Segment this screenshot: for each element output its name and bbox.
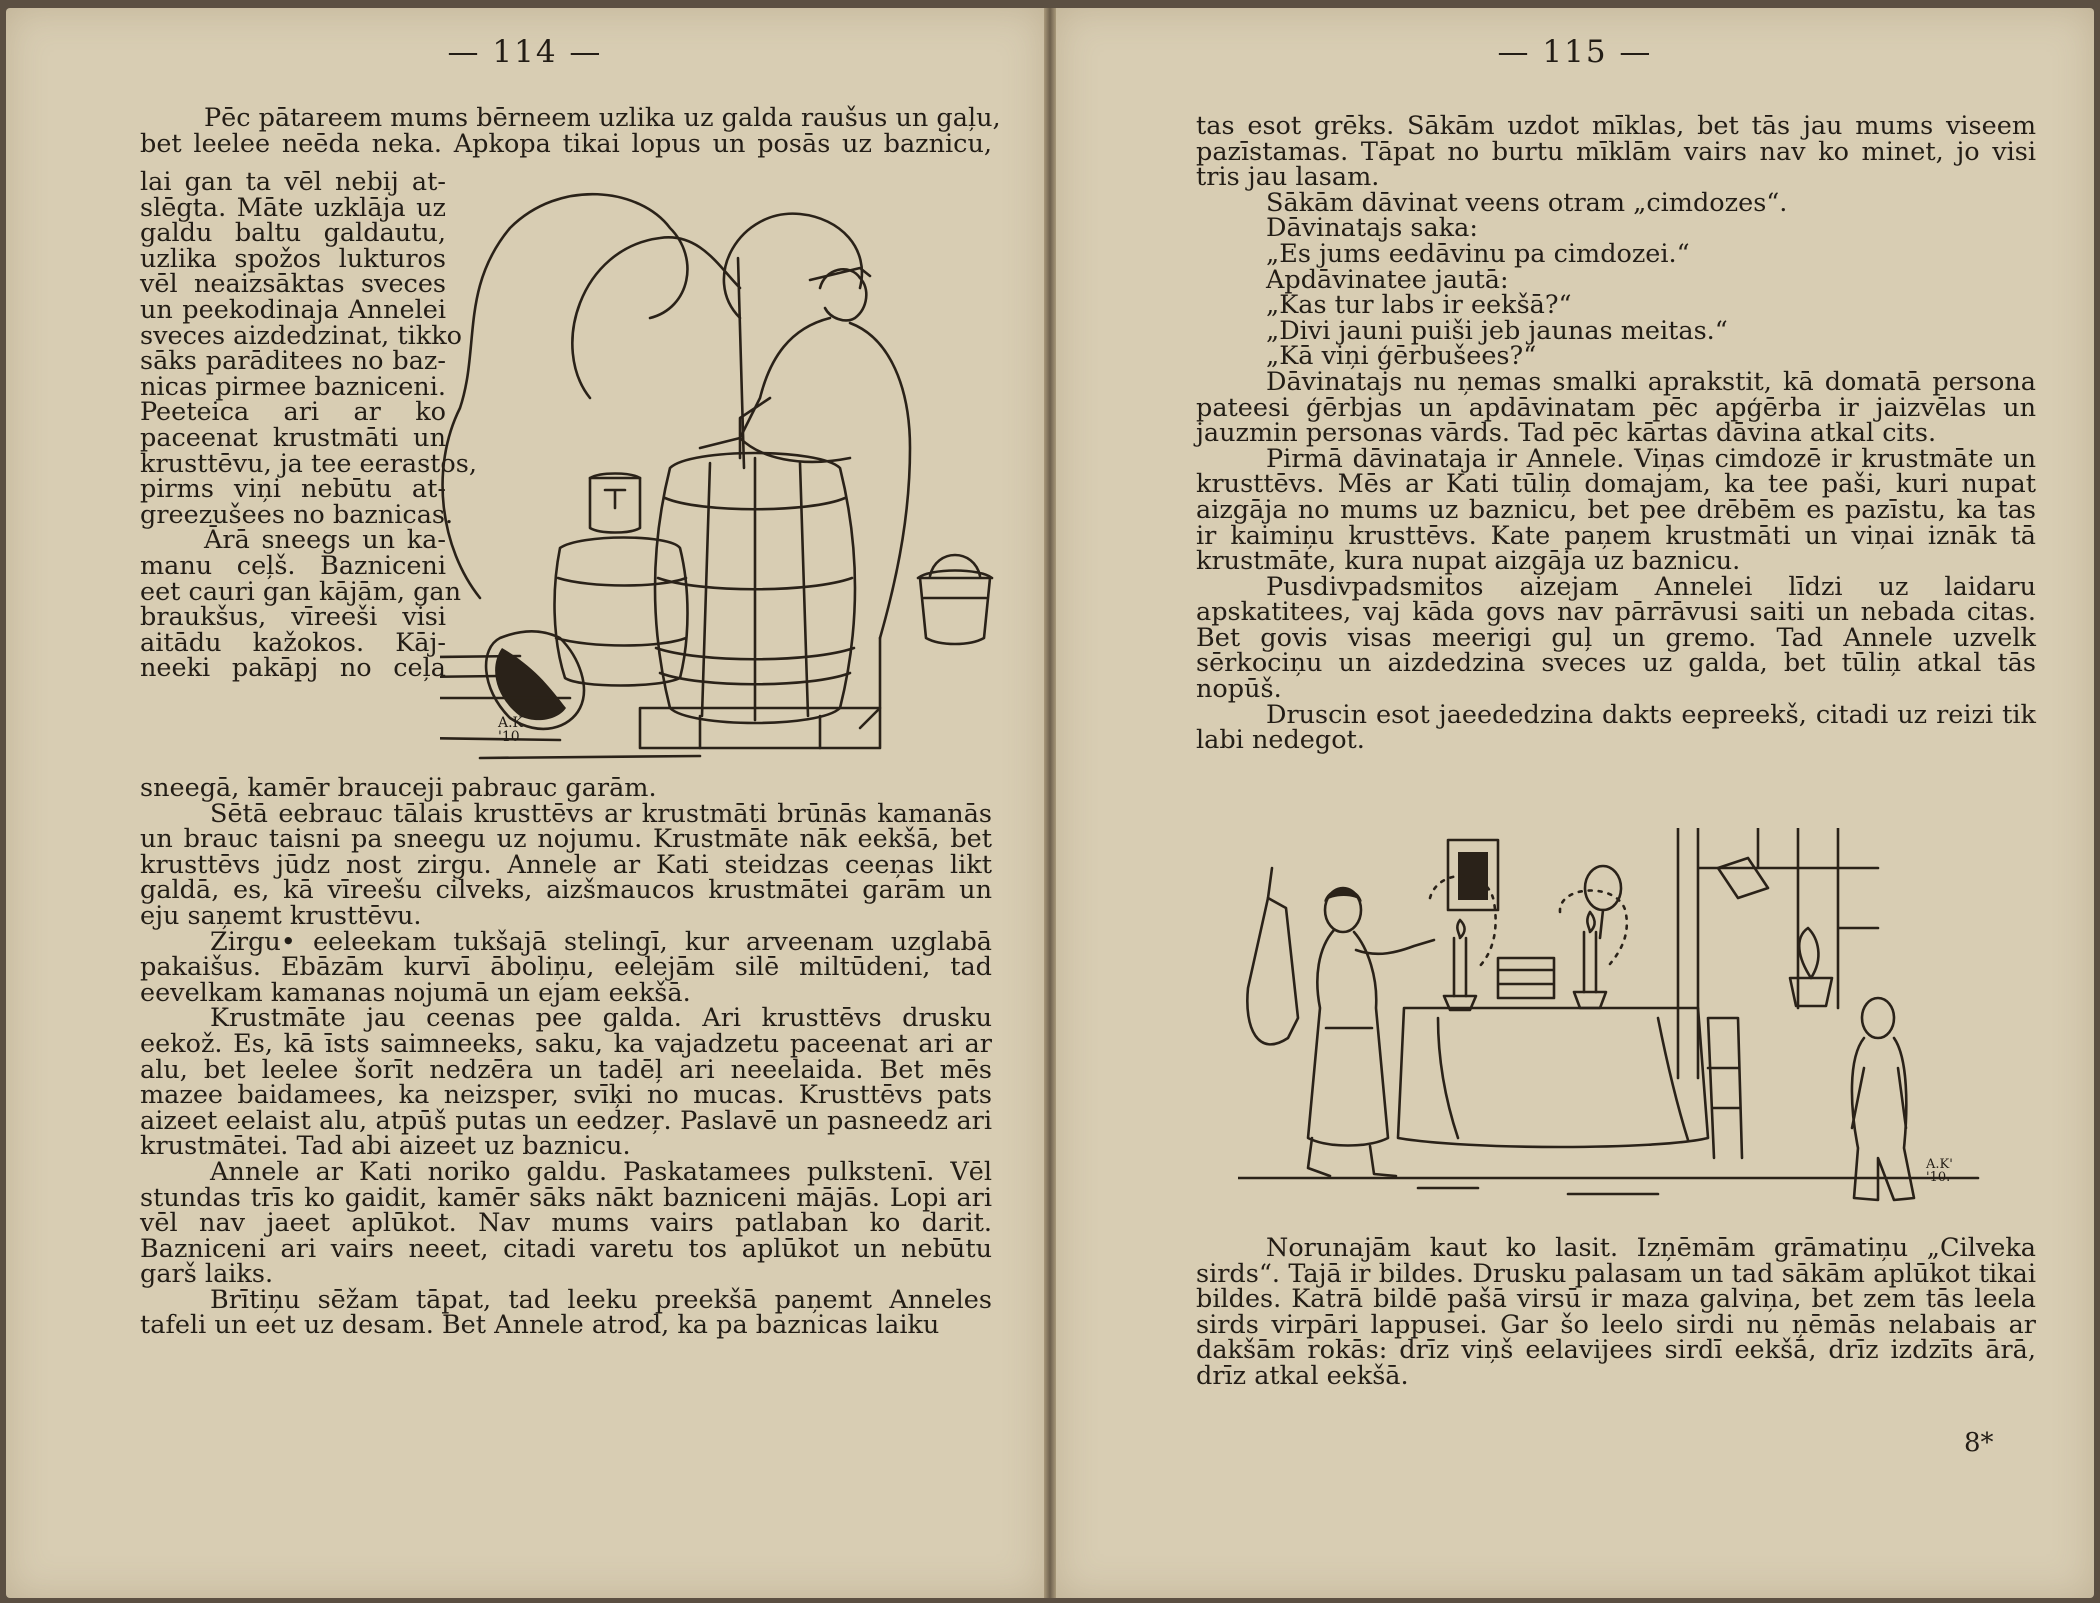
text-line: sāks parāditees no baz- bbox=[140, 346, 446, 377]
churning-drawing bbox=[440, 168, 1000, 778]
churning-illustration bbox=[440, 168, 1000, 778]
text-line: bet leelee neēda neka. Apkopa tikai lopus un posās uz baznicu, bbox=[140, 128, 992, 159]
text-line: vēl neaizsāktas sveces bbox=[140, 269, 446, 300]
candle-drawing bbox=[1238, 828, 1998, 1218]
illustration-initials: A.K' '10. bbox=[1926, 1157, 1953, 1185]
text-line: paceenat krustmāti un bbox=[140, 422, 446, 453]
text-line: braukšus, vīreeši visi bbox=[140, 602, 446, 633]
paragraph: „Kā viņi ģērbušees?“ bbox=[1266, 341, 1537, 372]
paragraph: Apdāvinatee jautā: bbox=[1266, 264, 1509, 295]
left-page bbox=[6, 8, 1044, 1598]
text-line: pirms viņi nebūtu at- bbox=[140, 474, 446, 505]
paragraph: Krustmāte jau ceenas pee galda. Ari krusttēvs drusku eekož. Es, kā īsts saimneeks, saku, ka vajadzetu paceenat ari ar alu, bet leelee šorīt nedzēra un tadēļ ari neeelaida. Bet mēs mazee baidamees, ka neizsper, svīķi no mucas. Krusttēvs pats aizeet eelaist alu, atpūš putas un eedzeŗ. Paslavē un pasneedz ari krustmātei. Tad abi aizeet uz baznicu. bbox=[140, 1003, 992, 1162]
book-gutter bbox=[1044, 8, 1056, 1598]
text-line: Ārā sneegs un ka- bbox=[204, 525, 446, 556]
signature-mark: 8* bbox=[1964, 1428, 1994, 1458]
text-line: eet cauri gan kājām, gan bbox=[140, 576, 462, 607]
text-line: aitādu kažokos. Kāj- bbox=[140, 627, 446, 658]
paragraph: „Es jums eedāvinu pa cimdozei.“ bbox=[1266, 238, 1690, 269]
text-line: Pēc pātareem mums bērneem uzlika uz galda raušus un gaļu, bbox=[204, 103, 1001, 133]
paragraph: „Kas tur labs ir eekšā?“ bbox=[1266, 290, 1572, 321]
text-line: sveces aizdedzinat, tikko bbox=[140, 320, 463, 351]
text-line: krusttēvu, ja tee eerastos, bbox=[140, 448, 477, 479]
text-line: neeki pakāpj no ceļa bbox=[140, 653, 446, 684]
text-line: nicas pirmee bazniceni. bbox=[140, 371, 446, 402]
candle-illustration bbox=[1238, 828, 1998, 1218]
right-paragraphs-bottom bbox=[1196, 1233, 2036, 1391]
paragraph: tas esot grēks. Sākām uzdot mīklas, bet tās jau mums viseem pazīstamas. Tāpat no burtu mīklām vairs nav ko minet, jo visi tris jau lasam. bbox=[1196, 111, 2036, 193]
paragraph: Brītiņu sēžam tāpat, tad leeku preekšā paņemt Anneles tafeli un eet uz desam. Bet Annele atrod, ka pa baznicas laiku bbox=[140, 1284, 992, 1341]
left-beside-image-column bbox=[140, 167, 477, 684]
text-line: uzlika spožos lukturos bbox=[140, 243, 446, 274]
left-wrapped-lines bbox=[140, 103, 1001, 159]
text-line: lai gan ta vēl nebij at- bbox=[140, 167, 446, 197]
paragraph: Norunajām kaut ko lasit. Izņēmām grāmatiņu „Cilveka sirds“. Tajā ir bildes. Drusku palasam un tad sākām aplūkot tikai bildes. Katrā bildē pašā virsū ir maza galviņa, bet zem tās leela sirds virpāri lappusei. Gar šo leelo sirdi nu ņēmās nelabais ar dakšām rokās: drīz viņš eelavijees sirdī eekšā, drīz izdzīts ārā, drīz atkal eekšā. bbox=[1196, 1233, 2036, 1391]
paragraph: Pusdivpadsmitos aizejam Annelei līdzi uz laidaru apskatitees, vaj kāda govs nav pārrāvusi saiti un nebada citas. Bet govis visas meerigi guļ un gremo. Tad Annele uzvelk sērkociņu un aizdedzina sveces uz galda, bet tūliņ atkal tās nopūš. bbox=[1196, 571, 2036, 705]
right-page bbox=[1056, 8, 2094, 1598]
paragraph: Annele ar Kati noriko galdu. Paskatamees pulkstenī. Vēl stundas trīs ko gaidit, kamēr sāks nākt bazniceni mājās. Lopi ari vēl nav jaeet aplūkot. Nav mums vairs patlaban ko darit. Bazniceni ari vairs neeet, citadi varetu tos aplūkot un nebūtu garš laiks. bbox=[140, 1156, 992, 1290]
paragraph: Druscin esot jaeededzina dakts eepreekš, citadi uz reizi tik labi nedegot. bbox=[1196, 699, 2036, 756]
text-line: Peeteica ari ar ko bbox=[140, 397, 446, 428]
paragraph: Sākām dāvinat veens otram „cimdozes“. bbox=[1266, 187, 1788, 218]
paragraph: Dāvinatajs saka: bbox=[1266, 213, 1478, 244]
paragraph: Sētā eebrauc tālais krusttēvs ar krustmāti brūnās kamanās un brauc taisni pa sneegu uz nojumu. Krustmāte nāk eekšā, bet krusttēvs jūdz nost zirgu. Annele ar Kati steidzas ceeņas likt galdā, es, kā vīreešu cilveks, aizšmaucos krustmātei garām un eju saņemt krusttēvu. bbox=[140, 798, 992, 931]
text-line: greezušees no baznicas. bbox=[140, 499, 454, 530]
text-line: galdu baltu galdautu, bbox=[140, 218, 446, 249]
text-line: slēgta. Māte uzklāja uz bbox=[140, 192, 446, 223]
paragraph: Zirgu• eeleekam tukšajā stelingī, kur arveenam uzglabā pakaišus. Ebāzām kurvī āboliņu, eelejām silē miltūdeni, tad eevelkam kamanas nojumā un ejam eekšā. bbox=[140, 926, 992, 1008]
paragraph: Dāvinatajs nu ņemas smalki aprakstit, kā domatā persona pateesi ģērbjas un apdāvinatam pēc apģērba ir jaizvēlas un jauzmin personas vārds. Tad pēc kārtas dāvina atkal cits. bbox=[1196, 366, 2036, 449]
text-line: manu ceļš. Bazniceni bbox=[140, 550, 446, 581]
paragraph: sneegā, kamēr brauceji pabrauc garām. bbox=[140, 773, 657, 803]
left-paragraphs-after bbox=[140, 773, 992, 1341]
page-number: — 115 — bbox=[1497, 34, 1653, 70]
right-paragraphs-top bbox=[1196, 111, 2036, 756]
text-line: un peekodinaja Annelei bbox=[140, 294, 446, 325]
paragraph: „Divi jauni puiši jeb jaunas meitas.“ bbox=[1266, 315, 1728, 346]
illustration-initials: A.K '10 bbox=[498, 715, 524, 745]
paragraph: Pirmā dāvinataja ir Annele. Viņas cimdozē ir krustmāte un krusttēvs. Mēs ar Kati tūliņ domajam, ka tee paši, kuri nupat aizgāja no mums uz baznicu, bet pee drēbēm es pazīstu, ka tas ir kaimiņu krusttēvs. Kate paņem krustmāti un viņai iznāk tā krustmāte, kura nupat aizgāja uz baznicu. bbox=[1196, 443, 2036, 577]
page-number: — 114 — bbox=[447, 34, 603, 70]
